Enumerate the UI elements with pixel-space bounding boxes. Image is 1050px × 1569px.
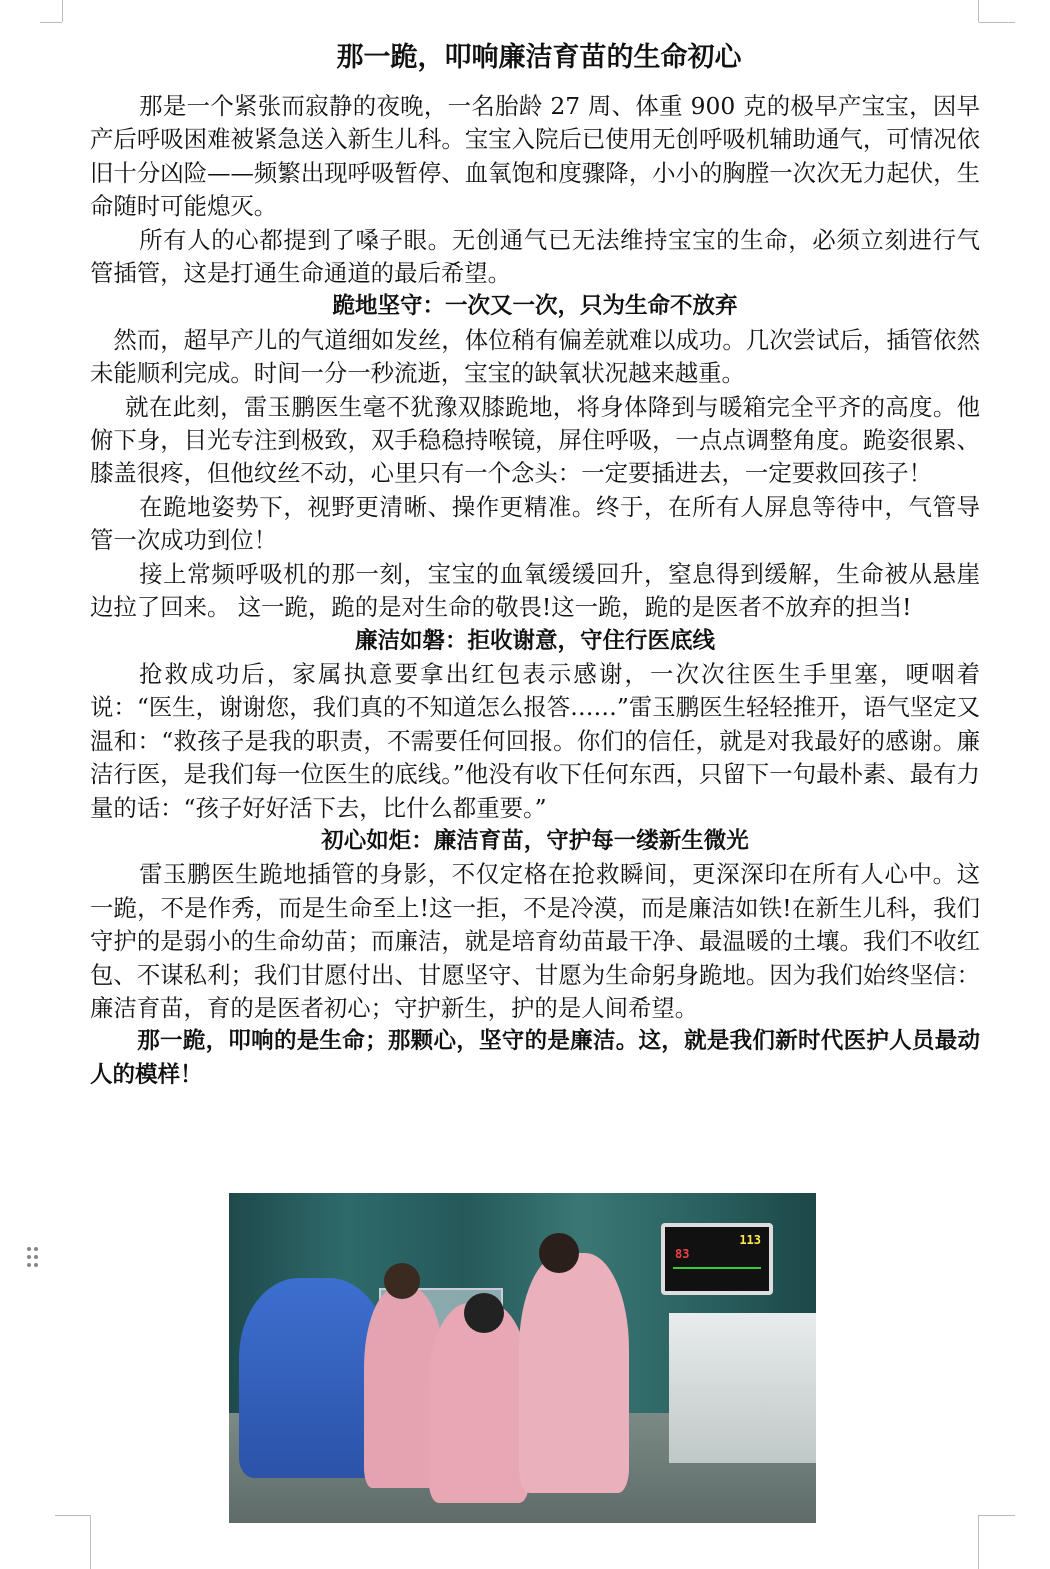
nurse-pink-gown (429, 1303, 529, 1503)
drag-handle-icon[interactable] (27, 1247, 39, 1269)
rescue-photo[interactable] (229, 1193, 816, 1523)
monitor-value: 83 (675, 1247, 690, 1261)
paragraph: 所有人的心都提到了嗓子眼。无创通气已无法维持宝宝的生命，必须立刻进行气管插管，这是打通生命通道的最后希望。 (90, 225, 980, 288)
document-body (90, 38, 980, 1092)
head (464, 1293, 504, 1333)
corner-mark (62, 0, 63, 22)
corner-mark (90, 1515, 91, 1569)
document-title: 那一跪，叩响廉洁育苗的生命初心 (336, 42, 742, 73)
section-heading: 跪地坚守：一次又一次，只为生命不放弃 (332, 293, 738, 320)
paragraph: 然而，超早产儿的气道细如发丝，体位稍有偏差就难以成功。几次尝试后，插管依然未能顺利完成。时间一分一秒流逝，宝宝的缺氧状况越来越重。 (90, 325, 980, 388)
incubator-equipment (669, 1313, 816, 1463)
paragraph: 雷玉鹏医生跪地插管的身影，不仅定格在抢救瞬间，更深深印在所有人心中。这一跪，不是作秀，而是生命至上!这一拒，不是冷漠，而是廉洁如铁!在新生儿科，我们守护的是弱小的生命幼苗；而廉洁，就是培育幼苗最干净、最温暖的土壤。我们不收红包、不谋私利；我们甘愿付出、甘愿坚守、甘愿为生命躬身跪地。因为我们始终坚信：廉洁育苗，育的是医者初心；守护新生，护的是人间希望。 (90, 860, 980, 1022)
closing-paragraph: 那一跪，叩响的是生命；那颗心，坚守的是廉洁。这，就是我们新时代医护人员最动人的模样！ (90, 1028, 980, 1088)
corner-mark (55, 1515, 90, 1516)
monitor (661, 1223, 773, 1295)
section-heading: 廉洁如磐：拒收谢意，守住行医底线 (354, 627, 715, 654)
corner-mark (40, 22, 62, 23)
nurse-pink-gown (519, 1253, 629, 1493)
corner-mark (979, 1515, 1015, 1516)
head (539, 1233, 579, 1273)
monitor-value: 113 (739, 1233, 761, 1247)
section-heading: 初心如炬：廉洁育苗，守护每一缕新生微光 (321, 827, 749, 854)
corner-mark (979, 22, 1015, 23)
paragraph: 抢救成功后，家属执意要拿出红包表示感谢，一次次往医生手里塞，哽咽着说：“医生，谢谢您，我们真的不知道怎么报答……”雷玉鹏医生轻轻推开，语气坚定又温和：“救孩子是我的职责，不需要任何回报。你们的信任，就是对我最好的感谢。廉洁行医，是我们每一位医生的底线。”他没有收下任何东西，只留下一句最朴素、最有力量的话：“孩子好好活下去，比什么都重要。” (90, 659, 980, 822)
paragraph: 那是一个紧张而寂静的夜晚，一名胎龄 27 周、体重 900 克的极早产宝宝，因早产后呼吸困难被紧急送入新生儿科。宝宝入院后已使用无创呼吸机辅助通气，可情况依旧十分凶险——频繁出现呼吸暂停、血氧饱和度骤降，小小的胸膛一次次无力起伏，生命随时可能熄灭。 (90, 92, 980, 221)
head (384, 1263, 420, 1299)
corner-mark (978, 1515, 979, 1569)
paragraph: 接上常频呼吸机的那一刻，宝宝的血氧缓缓回升，窒息得到缓解，生命被从悬崖边拉了回来。 这一跪，跪的是对生命的敬畏!这一跪，跪的是医者不放弃的担当! (90, 559, 980, 622)
paragraph: 在跪地姿势下，视野更清晰、操作更精准。终于，在所有人屏息等待中，气管导管一次成功到位！ (90, 492, 980, 555)
paragraph: 就在此刻，雷玉鹏医生毫不犹豫双膝跪地，将身体降到与暖箱完全平齐的高度。他俯下身，目光专注到极致，双手稳稳持喉镜，屏住呼吸，一点点调整角度。跪姿很累、膝盖很疼，但他纹丝不动，心里只有一个念头：一定要插进去，一定要救回孩子！ (90, 392, 980, 488)
corner-mark (978, 0, 979, 22)
